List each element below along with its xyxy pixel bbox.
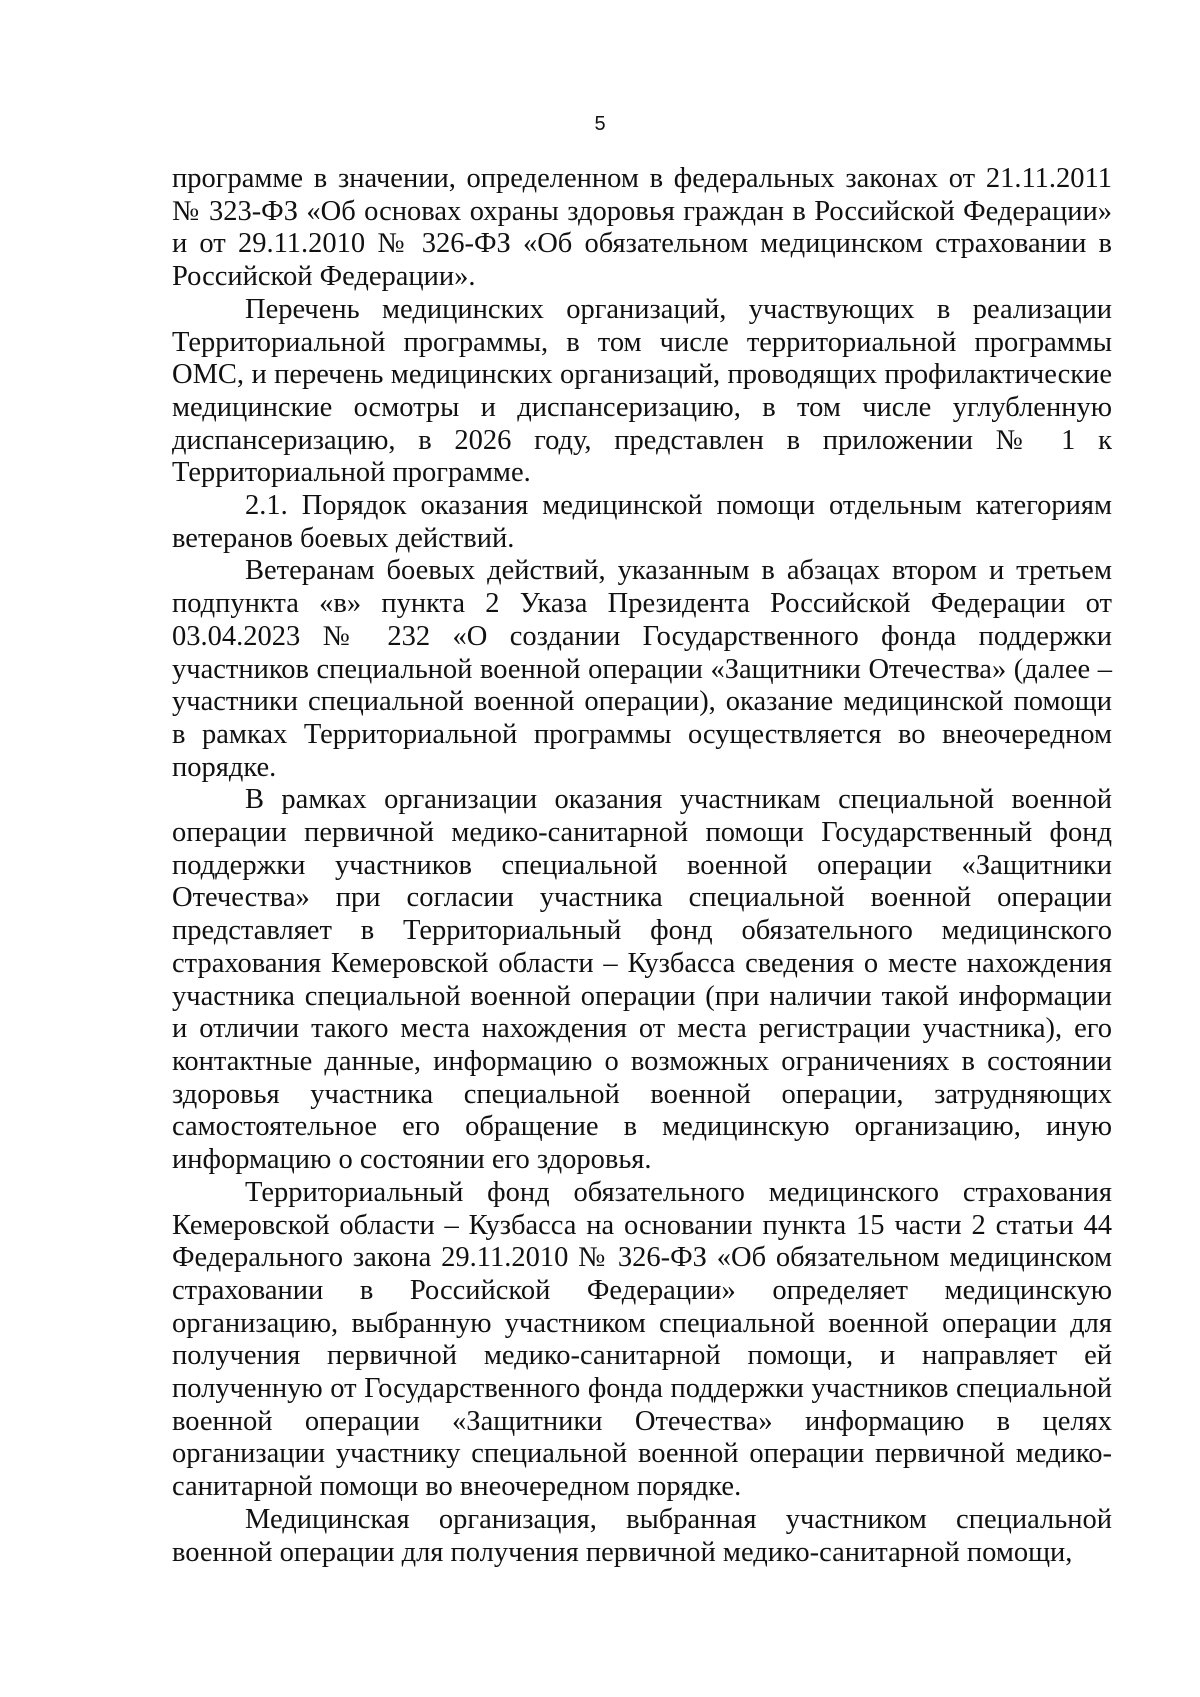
paragraph-selected-organization: Медицинская организация, выбранная участником специальной военной операции для получения первичной медико-санитарной помощи, bbox=[172, 1503, 1112, 1568]
document-body bbox=[172, 163, 1112, 1569]
section-heading-2-1: 2.1. Порядок оказания медицинской помощи отдельным категориям ветеранов боевых действий. bbox=[172, 490, 1112, 554]
paragraph-medical-organizations-list: Перечень медицинских организаций, участвующих в реализации Территориальной программы, в том числе территориальной программы ОМС, и перечень медицинских организаций, проводящих профилактические медицинские осмотры и диспансеризацию, в том числе углубленную диспансеризацию, в 2026 году, представлен в приложении № 1 к Территориальной программе. bbox=[172, 293, 1112, 489]
paragraph-state-fund-information: В рамках организации оказания участникам специальной военной операции первичной медико-санитарной помощи Государственный фонд поддержки участников специальной военной операции «Защитники Отечества» при согласии участника специальной военной операции представляет в Территориальный фонд обязательного медицинского страхования Кемеровской области – Кузбасса сведения о месте нахождения участника специальной военной операции (при наличии такой информации и отличии такого места нахождения от места регистрации участника), его контактные данные, информацию о возможных ограничениях в состоянии здоровья участника специальной военной операции, затрудняющих самостоятельное его обращение в медицинскую организацию, иную информацию о состоянии его здоровья. bbox=[172, 784, 1112, 1176]
paragraph-continuation: программе в значении, определенном в федеральных законах от 21.11.2011 № 323-ФЗ «Об основах охраны здоровья граждан в Российской Федерации» и от 29.11.2010 № 326-ФЗ «Об обязательном медицинском страховании в Российской Федерации». bbox=[172, 163, 1112, 293]
page-number: 5 bbox=[594, 113, 606, 135]
paragraph-combat-veterans: Ветеранам боевых действий, указанным в абзацах втором и третьем подпункта «в» пункта 2 Указа Президента Российской Федерации от 03.04.2023 № 232 «О создании Государственного фонда поддержки участников специальной военной операции «Защитники Отечества» (далее – участники специальной военной операции), оказание медицинской помощи в рамках Территориальной программы осуществляется во внеочередном порядке. bbox=[172, 555, 1112, 783]
paragraph-territorial-fund: Территориальный фонд обязательного медицинского страхования Кемеровской области – Кузбасса на основании пункта 15 части 2 статьи 44 Федерального закона 29.11.2010 № 326-ФЗ «Об обязательном медицинском страховании в Российской Федерации» определяет медицинскую организацию, выбранную участником специальной военной операции для получения первичной медико-санитарной помощи, и направляет ей полученную от Государственного фонда поддержки участников специальной военной операции «Защитники Отечества» информацию в целях организации участнику специальной военной операции первичной медико-санитарной помощи во внеочередном порядке. bbox=[172, 1176, 1112, 1503]
